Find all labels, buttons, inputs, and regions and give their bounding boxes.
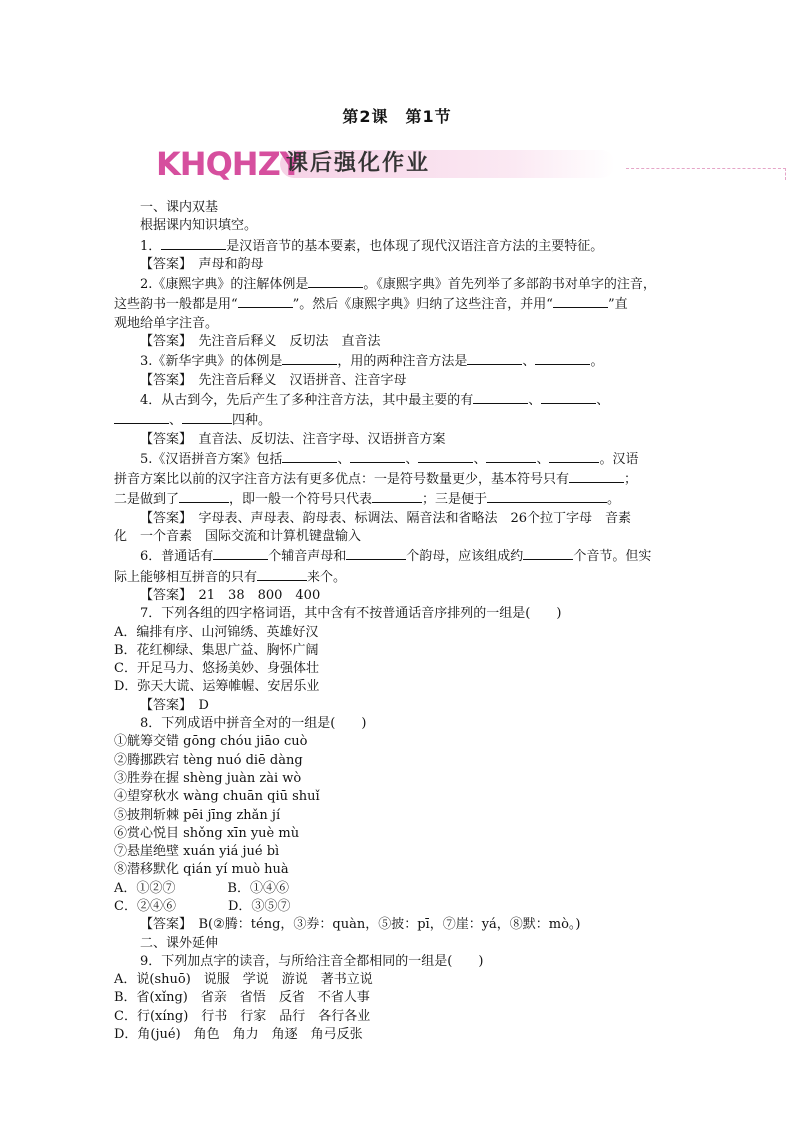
option-d: D．角(jué) 角色 角力 角逐 角弓反张 — [114, 1027, 363, 1043]
list-item: ④望穿秋水 wàng chuān qiū shuǐ — [114, 789, 320, 805]
answer-5: 【答案】 字母表、声母表、韵母表、标调法、隔音法和省略法 26个拉丁字母 音素 — [140, 510, 632, 526]
option-d: D．弥天大谎、运筹帷幄、安居乐业 — [114, 679, 320, 695]
answer-blank[interactable] — [213, 546, 268, 560]
question-4: 4．从古到今，先后产生了多种注音方法，其中最主要的有 、 、 — [114, 390, 684, 410]
answer-7: 【答案】 D — [140, 697, 209, 713]
answer-blank[interactable] — [535, 351, 590, 365]
option-a: A．说(shuō) 说服 学说 游说 著书立说 — [114, 972, 373, 988]
answer-blank[interactable] — [182, 410, 232, 424]
answer-blank[interactable] — [486, 449, 536, 463]
question-5-cont: 二是做到了 ，即一般一个符号只代表 ；三是便于 。 — [114, 489, 684, 509]
answer-4: 【答案】 直音法、反切法、注音字母、汉语拼音方案 — [140, 431, 446, 447]
list-item: ②腾挪跌宕 tèng nuó diē dàng — [114, 752, 303, 768]
answer-blank[interactable] — [523, 546, 573, 560]
answer-blank[interactable] — [308, 274, 363, 288]
answer-blank[interactable] — [238, 294, 293, 308]
question-2-cont: 观地给单字注音。 — [114, 315, 219, 331]
banner-logo-text: KHQHZY — [156, 145, 302, 183]
option-a: A．编排有序、山河锦绣、英雄好汉 — [114, 624, 319, 640]
question-3: 3.《新华字典》的体例是 ，用的两种注音方法是 、 。 — [114, 351, 684, 371]
answer-blank[interactable] — [257, 567, 307, 581]
answer-blank[interactable] — [418, 449, 473, 463]
list-item: ③胜券在握 shèng juàn zài wò — [114, 770, 302, 786]
answer-blank[interactable] — [282, 351, 337, 365]
worksheet-body — [114, 199, 684, 1044]
answer-blank[interactable] — [467, 351, 522, 365]
banner-divider — [626, 168, 786, 169]
answer-blank[interactable] — [473, 390, 528, 404]
answer-blank[interactable] — [541, 390, 596, 404]
answer-blank[interactable] — [553, 294, 608, 308]
section-heading: 一、课内双基 — [140, 200, 219, 215]
section-heading: 二、课外延伸 — [140, 935, 219, 951]
list-item: ⑦悬崖绝壁 xuán yiá jué bì — [114, 844, 280, 860]
option-b: B．省(xǐng) 省亲 省悟 反省 不省人事 — [114, 990, 370, 1006]
option-c: C．开足马力、悠扬美妙、身强体壮 — [114, 661, 319, 677]
question-6-cont: 际上能够相互拼音的只有 来个。 — [114, 567, 684, 587]
list-item: ⑤披荆斩棘 pēi jīng zhǎn jí — [114, 807, 281, 823]
question-5-cont: 拼音方案比以前的汉字注音方法有更多优点：一是符号数量更少，基本符号只有 ； — [114, 469, 684, 489]
answer-blank[interactable] — [372, 489, 422, 503]
answer-blank[interactable] — [179, 489, 229, 503]
answer-blank[interactable] — [350, 449, 405, 463]
answer-6: 【答案】 21 38 800 400 — [140, 587, 321, 603]
question-2-cont: 这些韵书一般都是用“ ”。然后《康熙字典》归纳了这些注音，并用“ ”直 — [114, 294, 684, 314]
question-7: 7．下列各组的四字格词语，其中含有不按普通话音序排列的一组是( ) — [140, 606, 562, 622]
question-4-cont: 、 四种。 — [114, 410, 684, 430]
question-2: 2.《康熙字典》的注解体例是 。《康熙字典》首先列举了多部韵书对单字的注音， — [114, 274, 684, 294]
page-title: 第2课 第1节 — [342, 107, 452, 126]
answer-3: 【答案】 先注音后释义 汉语拼音、注音字母 — [140, 372, 407, 388]
list-item: ⑧潜移默化 qián yí muò huà — [114, 862, 289, 878]
answer-1: 【答案】 声母和韵母 — [140, 256, 264, 272]
banner-title: 课后强化作业 — [286, 151, 431, 176]
question-8: 8．下列成语中拼音全对的一组是( ) — [140, 716, 367, 732]
question-1: 1． 是汉语音节的基本要素，也体现了现代汉语注音方法的主要特征。 — [114, 236, 684, 256]
section-banner — [156, 146, 646, 186]
answer-blank[interactable] — [161, 236, 226, 250]
answer-5-cont: 化 一个音素 国际交流和计算机键盘输入 — [114, 529, 362, 545]
list-item: ①觥筹交错 gōng chóu jiāo cuò — [114, 734, 308, 750]
answer-2: 【答案】 先注音后释义 反切法 直音法 — [140, 334, 381, 350]
banner-divider-tick — [785, 168, 786, 180]
option-b: B．花红柳绿、集思广益、胸怀广阔 — [114, 642, 319, 658]
answer-blank[interactable] — [569, 469, 624, 483]
option-c: C．行(xíng) 行书 行家 品行 各行各业 — [114, 1008, 371, 1024]
question-9: 9．下列加点字的读音，与所给注音全都相同的一组是( ) — [140, 953, 484, 969]
option-row: C．②④⑥ D．③⑤⑦ — [114, 898, 291, 914]
question-6: 6．普通话有 个辅音声母和 个韵母，应该组成约 个音节。但实 — [114, 546, 684, 566]
answer-blank[interactable] — [487, 489, 607, 503]
answer-blank[interactable] — [346, 546, 406, 560]
answer-blank[interactable] — [549, 449, 599, 463]
answer-blank[interactable] — [114, 410, 169, 424]
answer-blank[interactable] — [282, 449, 337, 463]
list-item: ⑥赏心悦目 shǒng xīn yuè mù — [114, 825, 300, 841]
answer-8: 【答案】 B(②腾：téng，③券：quàn，⑤披：pī，⑦崖：yá，⑧默：mò。) — [140, 917, 581, 933]
question-5: 5.《汉语拼音方案》包括 、 、 、 、 。汉语 — [114, 449, 684, 469]
option-row: A．①②⑦ B．①④⑥ — [114, 880, 289, 896]
section-intro: 根据课内知识填空。 — [140, 218, 258, 234]
